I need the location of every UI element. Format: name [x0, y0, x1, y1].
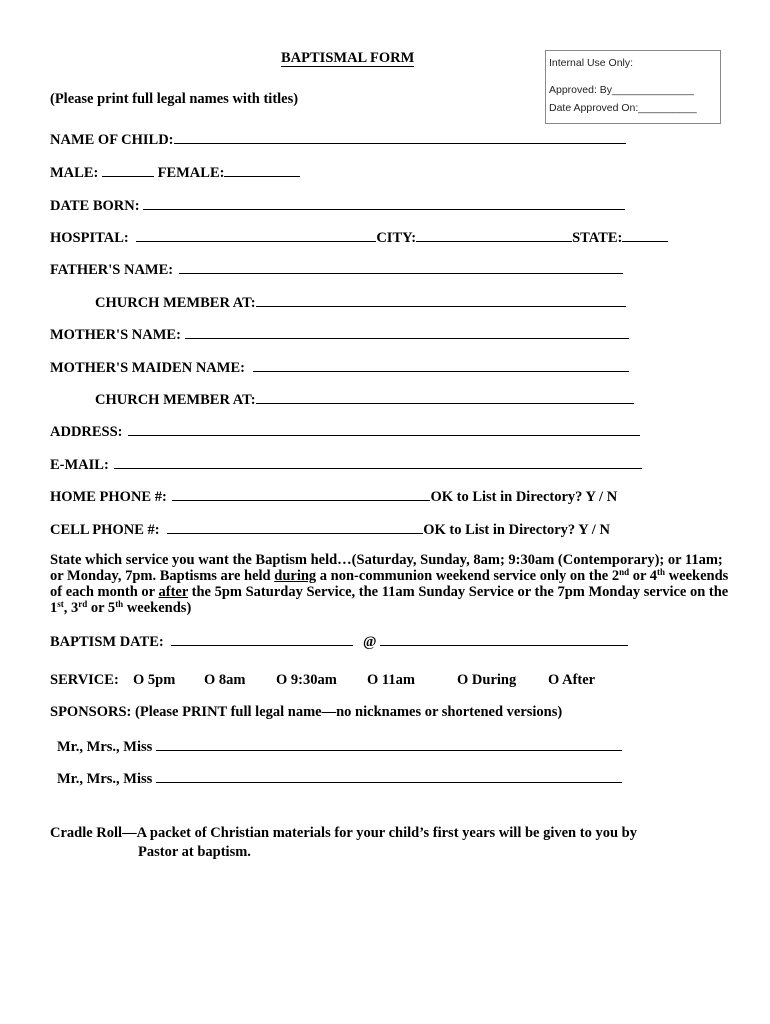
service-option-5pm[interactable]: O 5pm — [133, 672, 176, 688]
cradle-roll-note — [50, 825, 730, 861]
baptism-date-field[interactable] — [171, 632, 353, 646]
cell-phone-label: CELL PHONE #: — [50, 522, 160, 538]
father-church-row — [95, 293, 626, 312]
home-phone-label: HOME PHONE #: — [50, 489, 167, 505]
sponsor-2-label: Mr., Mrs., Miss — [57, 771, 153, 787]
address-label: ADDRESS: — [50, 424, 123, 440]
email-field[interactable] — [114, 455, 642, 469]
female-field[interactable] — [224, 163, 300, 177]
hospital-field[interactable] — [136, 228, 376, 242]
baptism-date-label: BAPTISM DATE: — [50, 634, 164, 650]
hospital-label: HOSPITAL: — [50, 230, 129, 246]
cell-phone-field[interactable] — [167, 520, 423, 534]
state-label: STATE: — [572, 230, 623, 246]
cell-phone-row — [50, 520, 610, 539]
service-option-during[interactable]: O During — [457, 672, 517, 688]
service-option-8am[interactable]: O 8am — [204, 672, 246, 688]
sponsor-1-label: Mr., Mrs., Miss — [57, 739, 153, 755]
father-church-label: CHURCH MEMBER AT: — [95, 295, 256, 311]
date-approved-label: Date Approved On:__________ — [549, 102, 697, 114]
city-label: CITY: — [376, 230, 417, 246]
hospital-row — [50, 228, 668, 247]
date-born-row — [50, 196, 625, 215]
fathers-name-label: FATHER'S NAME: — [50, 262, 174, 278]
date-born-label: DATE BORN: — [50, 198, 140, 214]
email-label: E-MAIL: — [50, 457, 109, 473]
service-option-after[interactable]: O After — [548, 672, 596, 688]
service-option-930am[interactable]: O 9:30am — [276, 672, 337, 688]
home-phone-row — [50, 487, 617, 506]
mothers-maiden-row — [50, 358, 629, 377]
email-row — [50, 455, 642, 474]
mother-church-row — [95, 390, 634, 409]
name-of-child-row — [50, 130, 626, 149]
cradle-roll-line-1: Cradle Roll—A packet of Christian materials for your child’s first years will be given to you by — [50, 825, 637, 841]
baptism-date-row — [50, 632, 628, 651]
mother-church-label: CHURCH MEMBER AT: — [95, 392, 256, 408]
fathers-name-row — [50, 260, 623, 279]
cell-directory-label: OK to List in Directory? Y / N — [423, 522, 610, 538]
internal-use-box — [545, 50, 721, 124]
internal-use-heading: Internal Use Only: — [549, 57, 634, 69]
name-of-child-field[interactable] — [174, 130, 626, 144]
address-row — [50, 422, 640, 441]
sponsors-heading: SPONSORS: (Please PRINT full legal name—no nicknames or shortened versions) — [50, 704, 563, 720]
male-label: MALE: — [50, 165, 99, 181]
form-title: BAPTISMAL FORM — [281, 50, 415, 66]
mothers-maiden-field[interactable] — [253, 358, 629, 372]
state-field[interactable] — [622, 228, 668, 242]
approved-by-label: Approved: By______________ — [549, 84, 694, 96]
mothers-name-label: MOTHER'S NAME: — [50, 327, 181, 343]
male-field[interactable] — [102, 163, 154, 177]
service-row — [50, 672, 119, 689]
mother-church-field[interactable] — [256, 390, 634, 404]
sponsor-2-field[interactable] — [156, 769, 622, 783]
mothers-name-row — [50, 325, 629, 344]
fathers-name-field[interactable] — [179, 260, 623, 274]
subtitle: (Please print full legal names with titles) — [50, 91, 299, 107]
cradle-roll-line-2: Pastor at baptism. — [138, 844, 251, 860]
sponsor-1-field[interactable] — [156, 737, 622, 751]
address-field[interactable] — [128, 422, 640, 436]
baptism-time-field[interactable] — [380, 632, 628, 646]
name-of-child-label: NAME OF CHILD: — [50, 132, 174, 148]
mothers-maiden-label: MOTHER'S MAIDEN NAME: — [50, 360, 245, 376]
sponsor-1-row — [57, 737, 622, 756]
gender-row — [50, 163, 300, 182]
date-born-field[interactable] — [143, 196, 625, 210]
city-field[interactable] — [416, 228, 572, 242]
father-church-field[interactable] — [256, 293, 626, 307]
service-label: SERVICE: — [50, 672, 119, 688]
home-phone-field[interactable] — [172, 487, 430, 501]
service-instructions: State which service you want the Baptism held…(Saturday, Sunday, 8am; 9:30am (Contemporary); or 11am; or Monday, 7pm. Baptisms are held during a non-communion weekend service only on the 2nd or 4th weekends of each month or after the 5pm Saturday Service, the 11am Sunday Service or the 7pm Monday service on the 1st, 3rd or 5th weekends) — [50, 552, 729, 616]
baptism-time-at: @ — [362, 634, 377, 650]
service-option-11am[interactable]: O 11am — [367, 672, 415, 688]
sponsor-2-row — [57, 769, 622, 788]
female-label: FEMALE: — [157, 165, 225, 181]
home-directory-label: OK to List in Directory? Y / N — [430, 489, 618, 505]
mothers-name-field[interactable] — [185, 325, 629, 339]
